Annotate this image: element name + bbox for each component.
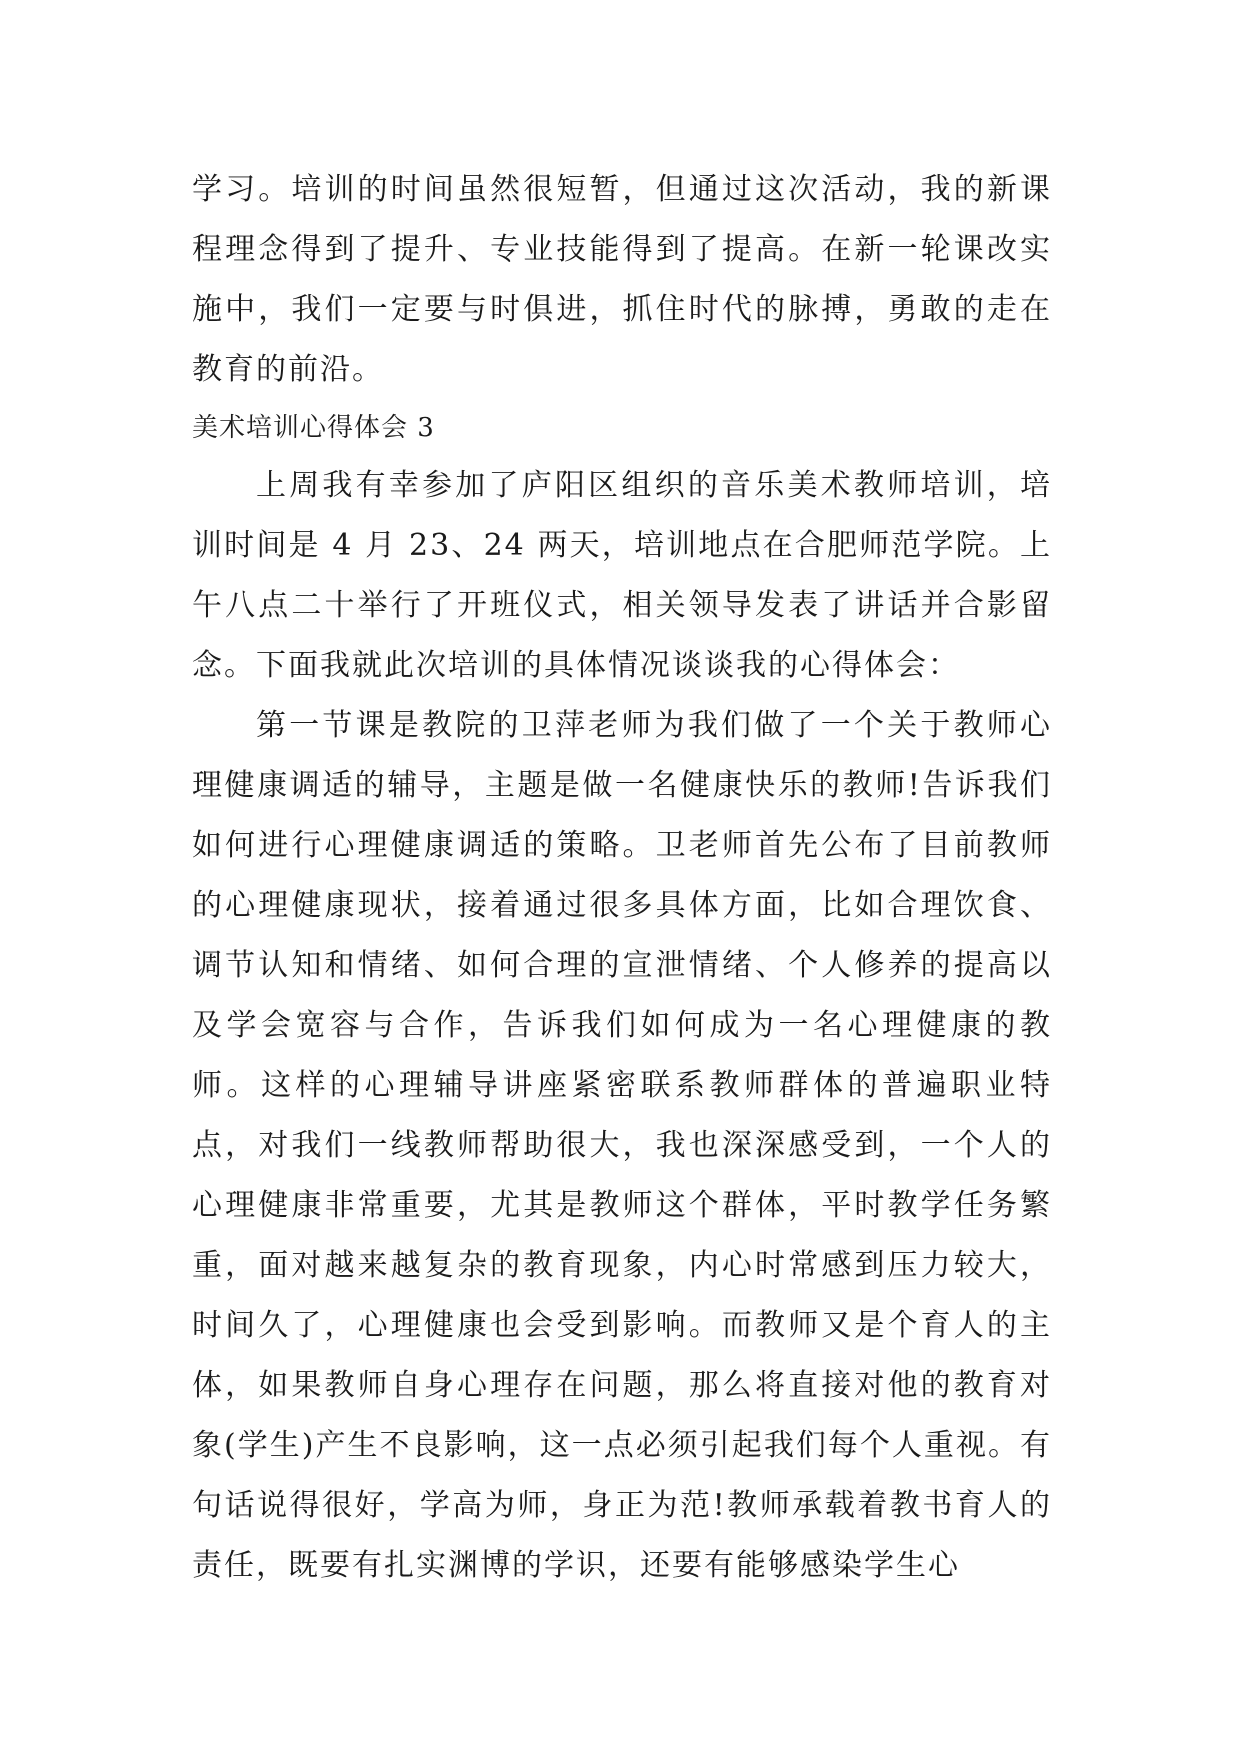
paragraph-intro: 上周我有幸参加了庐阳区组织的音乐美术教师培训，培训时间是 4 月 23、24 两天，培训地点在合肥师范学院。上午八点二十举行了开班仪式，相关领导发表了讲话并合影留念。下面我就此次培训的具体情况谈谈我的心得体会： bbox=[192, 468, 1052, 683]
paragraph-continuation: 学习。培训的时间虽然很短暂，但通过这次活动，我的新课程理念得到了提升、专业技能得到了提高。在新一轮课改实施中，我们一定要与时俱进，抓住时代的脉搏，勇敢的走在教育的前沿。 bbox=[192, 172, 1052, 387]
paragraph-first-lesson: 第一节课是教院的卫萍老师为我们做了一个关于教师心理健康调适的辅导，主题是做一名健康快乐的教师!告诉我们如何进行心理健康调适的策略。卫老师首先公布了目前教师的心理健康现状，接着通过很多具体方面，比如合理饮食、调节认知和情绪、如何合理的宣泄情绪、个人修养的提高以及学会宽容与合作，告诉我们如何成为一名心理健康的教师。这样的心理辅导讲座紧密联系教师群体的普遍职业特点，对我们一线教师帮助很大，我也深深感受到，一个人的心理健康非常重要，尤其是教师这个群体，平时教学任务繁重，面对越来越复杂的教育现象，内心时常感到压力较大，时间久了，心理健康也会受到影响。而教师又是个育人的主体，如果教师自身心理存在问题，那么将直接对他的教育对象(学生)产生不良影响，这一点必须引起我们每个人重视。有句话说得很好，学高为师，身正为范!教师承载着教书育人的责任，既要有扎实渊博的学识，还要有能够感染学生心 bbox=[192, 708, 1052, 1583]
section-heading: 美术培训心得体会 3 bbox=[192, 413, 435, 443]
document-body bbox=[192, 160, 1052, 1596]
